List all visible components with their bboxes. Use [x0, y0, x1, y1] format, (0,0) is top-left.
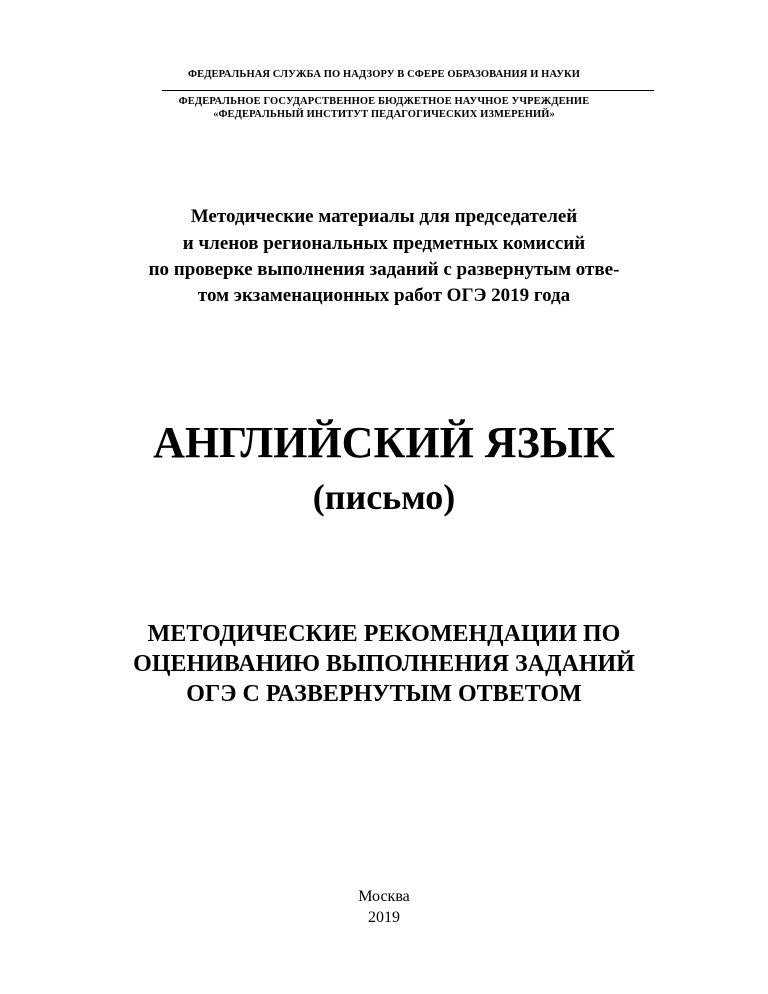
recommendations-line3: ОГЭ С РАЗВЕРНУТЫМ ОТВЕТОМ	[186, 681, 582, 707]
description-line2: и членов региональных предметных комиссий	[182, 233, 586, 254]
description-line4: том экзаменационных работ ОГЭ 2019 года	[197, 285, 571, 306]
description-line3: по проверке выполнения заданий с развернутым отве-	[148, 259, 620, 280]
institution-name-line1: ФЕДЕРАЛЬНОЕ ГОСУДАРСТВЕННОЕ БЮДЖЕТНОЕ НАУЧНОЕ УЧРЕЖДЕНИЕ	[178, 96, 590, 107]
publication-city: Москва	[358, 888, 410, 905]
recommendations-line2: ОЦЕНИВАНИЮ ВЫПОЛНЕНИЯ ЗАДАНИЙ	[133, 651, 635, 677]
institution-name-line2: «ФЕДЕРАЛЬНЫЙ ИНСТИТУТ ПЕДАГОГИЧЕСКИХ ИЗМЕРЕНИЙ»	[213, 109, 555, 120]
publication-year: 2019	[368, 909, 400, 926]
header-divider	[162, 90, 654, 91]
agency-name: ФЕДЕРАЛЬНАЯ СЛУЖБА ПО НАДЗОРУ В СФЕРЕ ОБРАЗОВАНИЯ И НАУКИ	[187, 69, 580, 80]
description-line1: Методические материалы для председателей	[190, 206, 578, 227]
subject-subtitle: (письмо)	[312, 477, 456, 517]
recommendations-line1: МЕТОДИЧЕСКИЕ РЕКОМЕНДАЦИИ ПО	[147, 621, 621, 647]
subject-title: АНГЛИЙСКИЙ ЯЗЫК	[153, 418, 615, 467]
